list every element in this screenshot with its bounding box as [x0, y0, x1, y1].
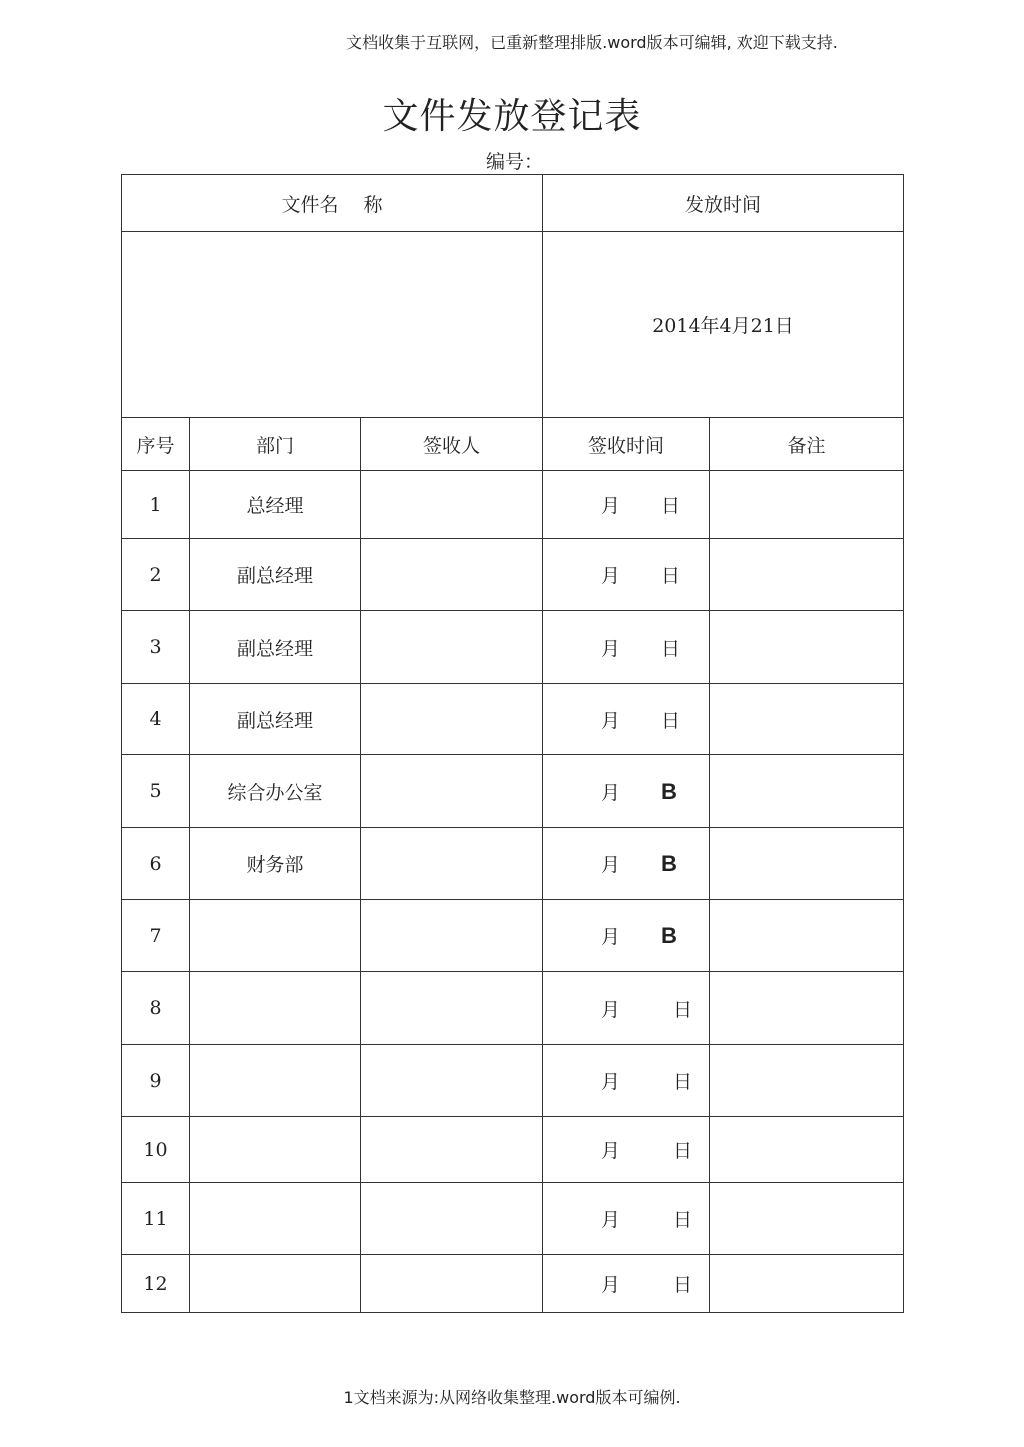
row-day: 日	[661, 565, 681, 587]
row-signer[interactable]	[361, 755, 543, 828]
column-header-row	[122, 418, 904, 471]
row-remark[interactable]	[710, 755, 904, 828]
row-seq: 12	[122, 1255, 190, 1313]
row-month: 月	[601, 926, 621, 948]
table-row	[122, 755, 904, 828]
row-remark[interactable]	[710, 539, 904, 611]
row-sign-time[interactable]	[543, 684, 710, 755]
row-dept[interactable]: 副总经理	[190, 611, 361, 684]
row-month: 月	[601, 781, 621, 804]
row-seq: 10	[122, 1117, 190, 1183]
row-remark[interactable]	[710, 611, 904, 684]
row-signer[interactable]	[361, 1045, 543, 1117]
row-day: 日	[673, 1274, 693, 1296]
table-row	[122, 471, 904, 539]
row-remark[interactable]	[710, 1045, 904, 1117]
row-signer[interactable]	[361, 684, 543, 755]
row-month: 月	[601, 998, 621, 1021]
table-row	[122, 972, 904, 1045]
row-day: 日	[673, 1209, 693, 1231]
row-signer[interactable]	[361, 1117, 543, 1183]
row-signer[interactable]	[361, 471, 543, 539]
col-header-remark: 备注	[710, 418, 904, 471]
row-remark[interactable]	[710, 1183, 904, 1255]
row-seq: 5	[122, 755, 190, 828]
row-day: 日	[661, 637, 681, 660]
row-day: 日	[661, 495, 681, 517]
table-row	[122, 1183, 904, 1255]
row-month: 月	[601, 1140, 621, 1162]
header-note: 文档收集于互联网，已重新整理排版.word版本可编辑, 欢迎下载支持.	[346, 33, 838, 52]
row-dept[interactable]: 总经理	[190, 471, 361, 539]
table-row	[122, 539, 904, 611]
row-remark[interactable]	[710, 684, 904, 755]
row-day: B	[661, 851, 677, 876]
row-month: 月	[601, 1209, 621, 1231]
row-remark[interactable]	[710, 1255, 904, 1313]
row-seq: 8	[122, 972, 190, 1045]
row-dept[interactable]	[190, 1045, 361, 1117]
row-sign-time[interactable]	[543, 972, 710, 1045]
row-sign-time[interactable]	[543, 1117, 710, 1183]
row-signer[interactable]	[361, 1183, 543, 1255]
table-row	[122, 828, 904, 900]
page-title: 文件发放登记表	[382, 96, 642, 137]
row-day: B	[661, 778, 677, 804]
col-header-sign-time: 签收时间	[543, 418, 710, 471]
row-remark[interactable]	[710, 471, 904, 539]
row-remark[interactable]	[710, 828, 904, 900]
table-row	[122, 611, 904, 684]
row-sign-time[interactable]	[543, 1045, 710, 1117]
row-day: 日	[673, 1071, 693, 1093]
col-header-seq: 序号	[122, 418, 190, 471]
row-sign-time[interactable]	[543, 828, 710, 900]
table-row	[122, 1117, 904, 1183]
row-signer[interactable]	[361, 611, 543, 684]
row-day: 日	[673, 998, 693, 1021]
row-sign-time[interactable]	[543, 1255, 710, 1313]
col-header-signer: 签收人	[361, 418, 543, 471]
row-signer[interactable]	[361, 900, 543, 972]
row-sign-time[interactable]	[543, 611, 710, 684]
row-month: 月	[601, 1071, 621, 1093]
row-sign-time[interactable]	[543, 755, 710, 828]
table-row	[122, 900, 904, 972]
row-month: 月	[601, 709, 621, 732]
row-sign-time[interactable]	[543, 471, 710, 539]
number-label: 编号：	[485, 151, 543, 173]
row-remark[interactable]	[710, 900, 904, 972]
row-dept[interactable]	[190, 1255, 361, 1313]
row-seq: 1	[122, 471, 190, 539]
row-day: 日	[673, 1140, 693, 1162]
table-row	[122, 684, 904, 755]
col-header-dept: 部门	[190, 418, 361, 471]
row-day: 日	[661, 709, 681, 732]
row-signer[interactable]	[361, 539, 543, 611]
row-month: 月	[601, 495, 621, 517]
row-month: 月	[601, 854, 621, 876]
row-sign-time[interactable]	[543, 1183, 710, 1255]
row-signer[interactable]	[361, 972, 543, 1045]
row-remark[interactable]	[710, 972, 904, 1045]
row-remark[interactable]	[710, 1117, 904, 1183]
row-dept[interactable]	[190, 972, 361, 1045]
file-name-value[interactable]	[122, 232, 543, 418]
row-sign-time[interactable]	[543, 539, 710, 611]
file-name-header: 文件名 称	[122, 175, 543, 232]
row-seq: 11	[122, 1183, 190, 1255]
table-row	[122, 1255, 904, 1313]
footer-note: 1文档来源为:从网络收集整理.word版本可编例.	[343, 1388, 681, 1407]
row-month: 月	[601, 565, 621, 587]
row-seq: 3	[122, 611, 190, 684]
row-dept[interactable]	[190, 900, 361, 972]
issue-time-header: 发放时间	[543, 175, 904, 232]
row-seq: 9	[122, 1045, 190, 1117]
register-table	[121, 174, 904, 1313]
row-dept[interactable]: 财务部	[190, 828, 361, 900]
row-day: B	[661, 923, 677, 948]
issue-date-value[interactable]: 2014年4月21日	[543, 232, 904, 418]
top-value-row	[122, 232, 904, 418]
row-signer[interactable]	[361, 1255, 543, 1313]
row-month: 月	[601, 637, 621, 660]
row-seq: 2	[122, 539, 190, 611]
row-signer[interactable]	[361, 828, 543, 900]
row-dept[interactable]: 副总经理	[190, 684, 361, 755]
row-seq: 6	[122, 828, 190, 900]
top-header-row	[122, 175, 904, 232]
table-row	[122, 1045, 904, 1117]
row-seq: 4	[122, 684, 190, 755]
row-sign-time[interactable]	[543, 900, 710, 972]
row-dept[interactable]	[190, 1117, 361, 1183]
row-month: 月	[601, 1274, 621, 1296]
row-seq: 7	[122, 900, 190, 972]
row-dept[interactable]: 副总经理	[190, 539, 361, 611]
row-dept[interactable]	[190, 1183, 361, 1255]
row-dept[interactable]: 综合办公室	[190, 755, 361, 828]
